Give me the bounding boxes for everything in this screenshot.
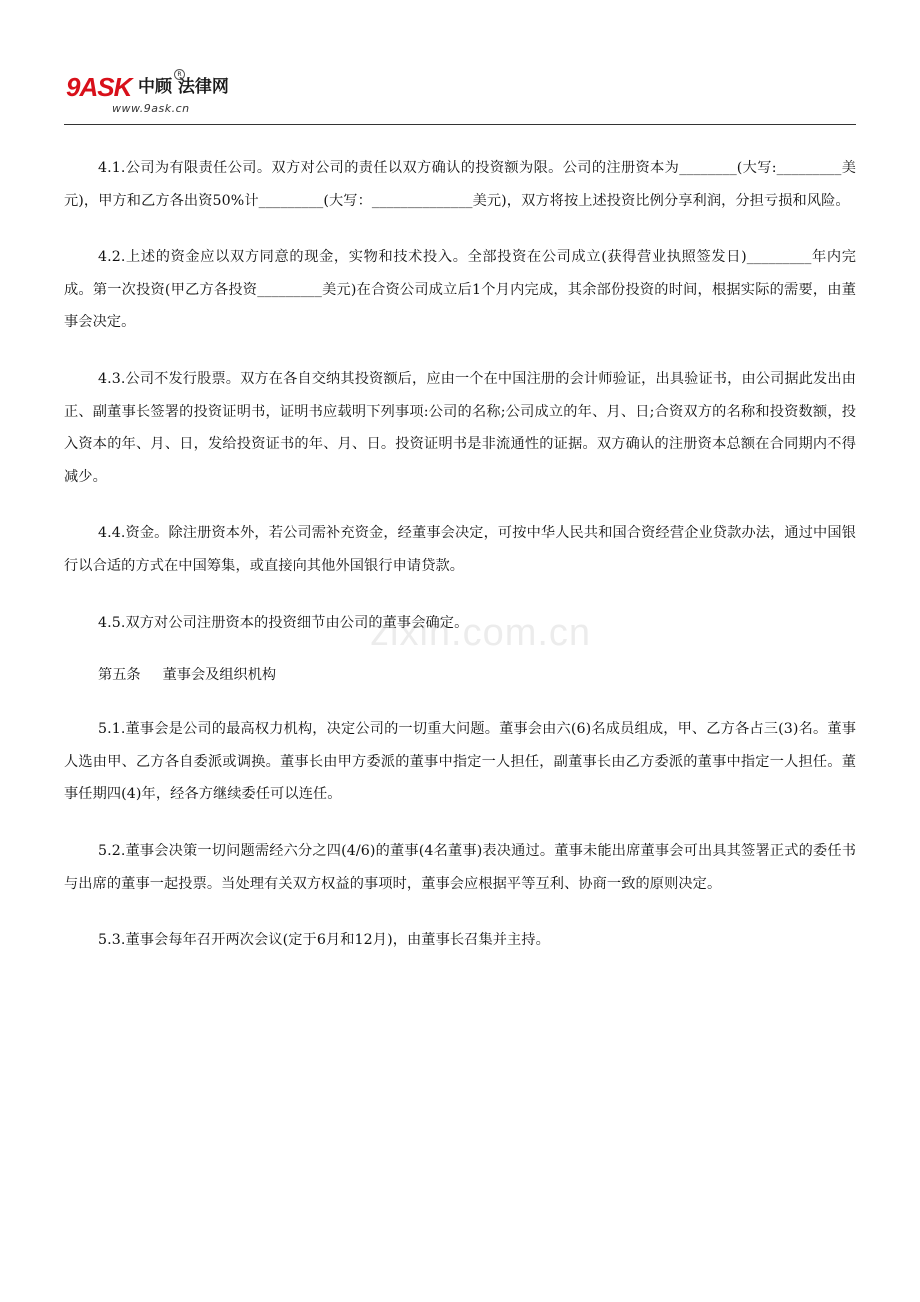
clause-4-4: 4.4.资金。除注册资本外，若公司需补充资金，经董事会决定，可按中华人民共和国合资经营企业贷款办法，通过中国银行以合适的方式在中国筹集，或直接向其他外国银行申请贷款。 [64, 525, 856, 574]
clause-4-5: 4.5.双方对公司注册资本的投资细节由公司的董事会确定。 [98, 614, 469, 631]
logo-chinese-name: 中顾 法律网 R [138, 71, 229, 97]
article-number: 第五条 [98, 667, 141, 684]
article-title: 董事会及组织机构 [162, 667, 277, 684]
clause-4-3: 4.3.公司不发行股票。双方在各自交纳其投资额后，应由一个在中国注册的会计师验证，出具验证书，由公司据此发出由正、副董事长签署的投资证明书，证明书应载明下列事项:公司的名称;公司成立的年、月、日;合资双方的名称和投资数额，投入资本的年、月、日，发给投资证书的年、月、日。投资证明书是非流通性的证据。双方确认的注册资本总额在合同期内不得减少。 [64, 370, 856, 485]
logo-mark: 9ASK [66, 72, 132, 102]
document-body [64, 152, 856, 977]
site-logo[interactable] [66, 72, 266, 116]
registered-mark: R [174, 69, 185, 80]
clause-5-3: 5.3.董事会每年召开两次会议(定于6月和12月)，由董事长召集并主持。 [98, 932, 550, 949]
clause-5-2: 5.2.董事会决策一切问题需经六分之四(4/6)的董事(4名董事)表决通过。董事未能出席董事会可出具其签署正式的委任书与出席的董事一起投票。当处理有关双方权益的事项时，董事会应根据平等互利、协商一致的原则决定。 [64, 842, 856, 892]
article-5-heading [64, 659, 856, 691]
logo-url: www.9ask.cn [112, 102, 190, 115]
clause-5-1: 5.1.董事会是公司的最高权力机构，决定公司的一切重大问题。董事会由六(6)名成员组成，甲、乙方各占三(3)名。董事人选由甲、乙方各自委派或调换。董事长由甲方委派的董事中指定一人担任，副董事长由乙方委派的董事中指定一人担任。董事任期四(4)年，经各方继续委任可以连任。 [64, 721, 856, 803]
page-header [64, 70, 856, 126]
clause-4-2: 4.2.上述的资金应以双方同意的现金，实物和技术投入。全部投资在公司成立(获得营业执照签发日)_________年内完成。第一次投资(甲乙方各投资_________美元)在合资公司成立后1个月内完成，其余部份投资的时间，根据实际的需要，由董事会决定。 [64, 249, 856, 331]
header-divider [64, 124, 856, 125]
clause-4-1: 4.1.公司为有限责任公司。双方对公司的责任以双方确认的投资额为限。公司的注册资本为________(大写:_________美元)，甲方和乙方各出资50%计_________(大写：______________美元)，双方将按上述投资比例分享利润，分担亏损和风险。 [64, 160, 856, 209]
watermark: zixin.com.cn [370, 612, 592, 654]
